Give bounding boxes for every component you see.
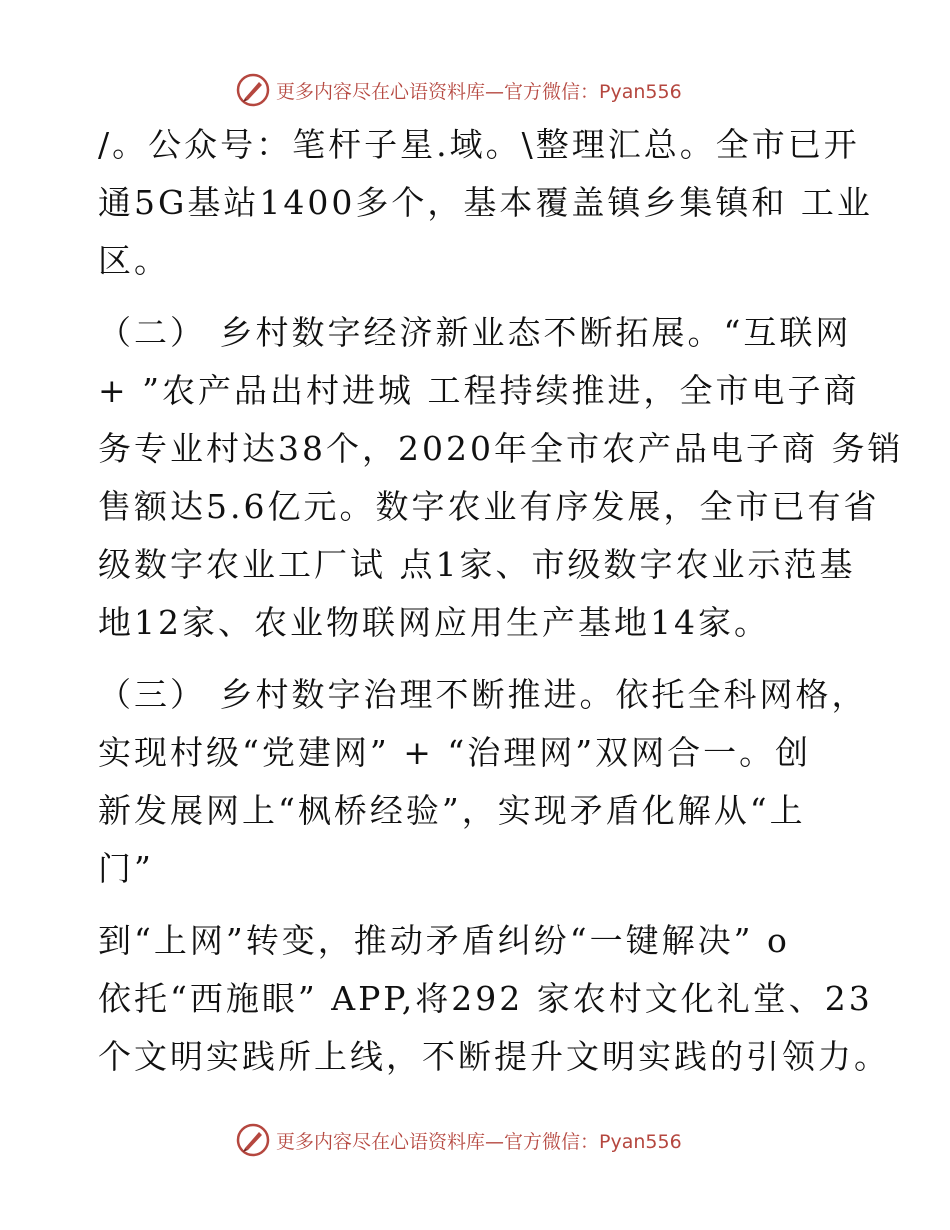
text-line: 新发展网上“枫桥经验”，实现矛盾化解从“上 [98,791,806,830]
text-line: 售额达5.6亿元。数字农业有序发展，全市已有省 [98,487,880,526]
text-line: + ”农产品出村进城 工程持续推进，全市电子商 [98,371,860,410]
text-line: 实现村级“党建网” + “治理网”双网合一。创 [98,733,812,772]
paragraph [98,116,888,290]
text-line: （三） 乡村数字治理不断推进。依托全科网格， [98,675,868,714]
document-body [98,116,904,1086]
text-line: 个文明实践所上线，不断提升文明实践的引领力。 [98,1037,890,1076]
watermark-text: 更多内容尽在心语资料库—官方微信：Pyan556 [276,80,682,103]
text-line: 区。 [98,241,170,280]
text-line: 门” [98,849,154,888]
pen-logo-icon [236,73,270,107]
text-line: 级数字农业工厂试 点1家、市级数字农业示范基 [98,545,856,584]
text-line: 务专业村达38个，2020年全市农产品电子商 务销 [98,429,904,468]
text-line: 通5G基站1400多个，基本覆盖镇乡集镇和 工业 [98,183,873,222]
text-line: 依托“西施眼” APP,将292 家农村文化礼堂、23 [98,979,873,1018]
pen-logo-icon [236,1123,270,1157]
watermark-text: 更多内容尽在心语资料库—官方微信：Pyan556 [276,1130,682,1153]
text-line: 地12家、农业物联网应用生产基地14家。 [98,603,770,642]
text-line: （二） 乡村数字经济新业态不断拓展。“互联网 [98,313,852,352]
text-line: 到“上网”转变，推动矛盾纠纷“一键解决” o [98,921,790,960]
paragraph [98,912,888,1086]
paragraph [98,666,888,898]
header-watermark [236,70,682,110]
footer-watermark [236,1120,682,1160]
text-line: /。公众号：笔杆子星.域。\整理汇总。全市已开 [98,125,860,164]
paragraph [98,304,904,652]
